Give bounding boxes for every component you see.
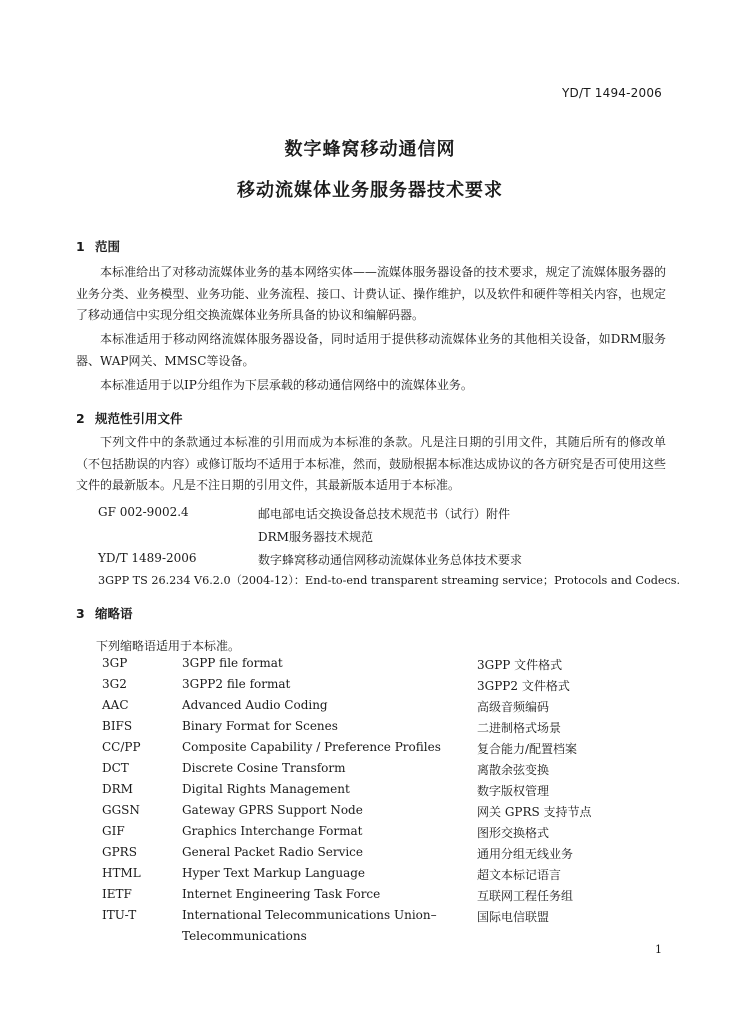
abbreviation-english: 3GPP file format [182, 656, 283, 670]
abbreviation-english: Composite Capability / Preference Profiles [182, 740, 441, 754]
abbreviation-english: Hyper Text Markup Language [182, 866, 366, 880]
section-3-title: 缩略语 [95, 606, 133, 621]
abbreviation-chinese: 国际电信联盟 [477, 910, 550, 924]
abbreviation-chinese: 网关 GPRS 支持节点 [477, 805, 592, 819]
abbreviation-english: Internet Engineering Task Force [182, 887, 381, 901]
abbreviation: 3GP [102, 656, 128, 670]
abbreviation-english: General Packet Radio Service [182, 845, 364, 859]
section-1-heading [76, 237, 120, 255]
abbreviation-english: International Telecommunications Union– [182, 908, 437, 922]
document-title-line1: 数字蜂窝移动通信网 [284, 139, 456, 160]
abbreviation-chinese: 高级音频编码 [477, 700, 550, 714]
section-1-paragraph-1: 本标准给出了对移动流媒体业务的基本网络实体——流媒体服务器设备的技术要求，规定了流媒体服务器的业务分类、业务模型、业务功能、业务流程、接口、计费认证、操作维护，以及软件和硬件等相关内容，也规定了移动通信中实现分组交换流媒体业务所具备的协议和编解码器。 [76, 265, 666, 322]
page-number: 1 [655, 943, 662, 956]
abbreviation-chinese: 3GPP 文件格式 [477, 658, 563, 672]
reference-full: 3GPP TS 26.234 V6.2.0（2004-12）：End-to-end transparent streaming service；Protocols and Codecs. [98, 574, 681, 587]
abbreviation: HTML [102, 866, 141, 880]
section-1-paragraph-2: 本标准适用于移动网络流媒体服务器设备，同时适用于提供移动流媒体业务的其他相关设备，如DRM服务器、WAP网关、MMSC等设备。 [76, 332, 666, 368]
abbreviation: BIFS [102, 719, 133, 733]
reference-title: 数字蜂窝移动通信网移动流媒体业务总体技术要求 [258, 553, 523, 567]
abbreviation-row [0, 908, 740, 929]
reference-code: GF 002-9002.4 [98, 505, 189, 519]
abbreviation-english: Discrete Cosine Transform [182, 761, 346, 775]
abbreviation-row [0, 803, 740, 824]
abbreviation-chinese: 互联网工程任务组 [477, 889, 574, 903]
abbreviation: DRM [102, 782, 133, 796]
abbreviation-english: Advanced Audio Coding [182, 698, 328, 712]
abbreviation-intro: 下列缩略语适用于本标准。 [96, 639, 241, 653]
section-2-heading [76, 409, 183, 427]
abbreviation: 3G2 [102, 677, 127, 691]
abbreviation-english: 3GPP2 file format [182, 677, 291, 691]
abbreviation-row [0, 761, 740, 782]
section-1-number: 1 [76, 239, 85, 254]
section-3-heading [76, 604, 133, 622]
abbreviation-chinese: 图形交换格式 [477, 826, 550, 840]
abbreviation-chinese: 离散余弦变换 [477, 763, 550, 777]
abbreviation-row [0, 866, 740, 887]
abbreviation: ITU-T [102, 908, 137, 922]
standard-code: YD/T 1494-2006 [562, 86, 662, 100]
section-2-title: 规范性引用文件 [95, 411, 183, 426]
abbreviation-chinese: 二进制格式场景 [477, 721, 562, 735]
abbreviation-row [0, 719, 740, 740]
abbreviation-english: Binary Format for Scenes [182, 719, 338, 733]
abbreviation-chinese: 通用分组无线业务 [477, 847, 574, 861]
abbreviation-chinese: 复合能力/配置档案 [477, 742, 578, 756]
section-3-number: 3 [76, 606, 85, 621]
abbreviation-row [0, 698, 740, 719]
abbreviation-english: Digital Rights Management [182, 782, 350, 796]
abbreviation-english: Gateway GPRS Support Node [182, 803, 363, 817]
document-title-line2: 移动流媒体业务服务器技术要求 [237, 180, 503, 201]
section-2-paragraph-1: 下列文件中的条款通过本标准的引用而成为本标准的条款。凡是注日期的引用文件，其随后所有的修改单（不包括勘误的内容）或修订版均不适用于本标准，然而，鼓励根据本标准达成协议的各方研究是否可使用这些文件的最新版本。凡是不注日期的引用文件，其最新版本适用于本标准。 [76, 435, 666, 492]
abbreviation-english-continuation: Telecommunications [182, 929, 307, 943]
section-1-title: 范围 [95, 239, 121, 254]
reference-title: DRM服务器技术规范 [258, 530, 373, 544]
section-2-number: 2 [76, 411, 85, 426]
abbreviation: GIF [102, 824, 125, 838]
abbreviation-row [0, 677, 740, 698]
abbreviation-row [0, 824, 740, 845]
abbreviation-chinese: 数字版权管理 [477, 784, 550, 798]
abbreviation: AAC [102, 698, 129, 712]
abbreviation: GGSN [102, 803, 140, 817]
section-1-paragraph-3: 本标准适用于以IP分组作为下层承载的移动通信网络中的流媒体业务。 [100, 378, 473, 392]
reference-code: YD/T 1489-2006 [98, 551, 197, 565]
abbreviation: DCT [102, 761, 129, 775]
abbreviation: IETF [102, 887, 132, 901]
abbreviation-row [0, 782, 740, 803]
abbreviation-row [0, 740, 740, 761]
abbreviation-row [0, 887, 740, 908]
abbreviation: CC/PP [102, 740, 141, 754]
reference-title: 邮电部电话交换设备总技术规范书（试行）附件 [258, 507, 511, 521]
abbreviation: GPRS [102, 845, 137, 859]
abbreviation-chinese: 超文本标记语言 [477, 868, 562, 882]
abbreviation-row [0, 656, 740, 677]
abbreviation-chinese: 3GPP2 文件格式 [477, 679, 570, 693]
abbreviation-english: Graphics Interchange Format [182, 824, 363, 838]
abbreviation-row-continuation [0, 929, 740, 950]
abbreviation-row [0, 845, 740, 866]
